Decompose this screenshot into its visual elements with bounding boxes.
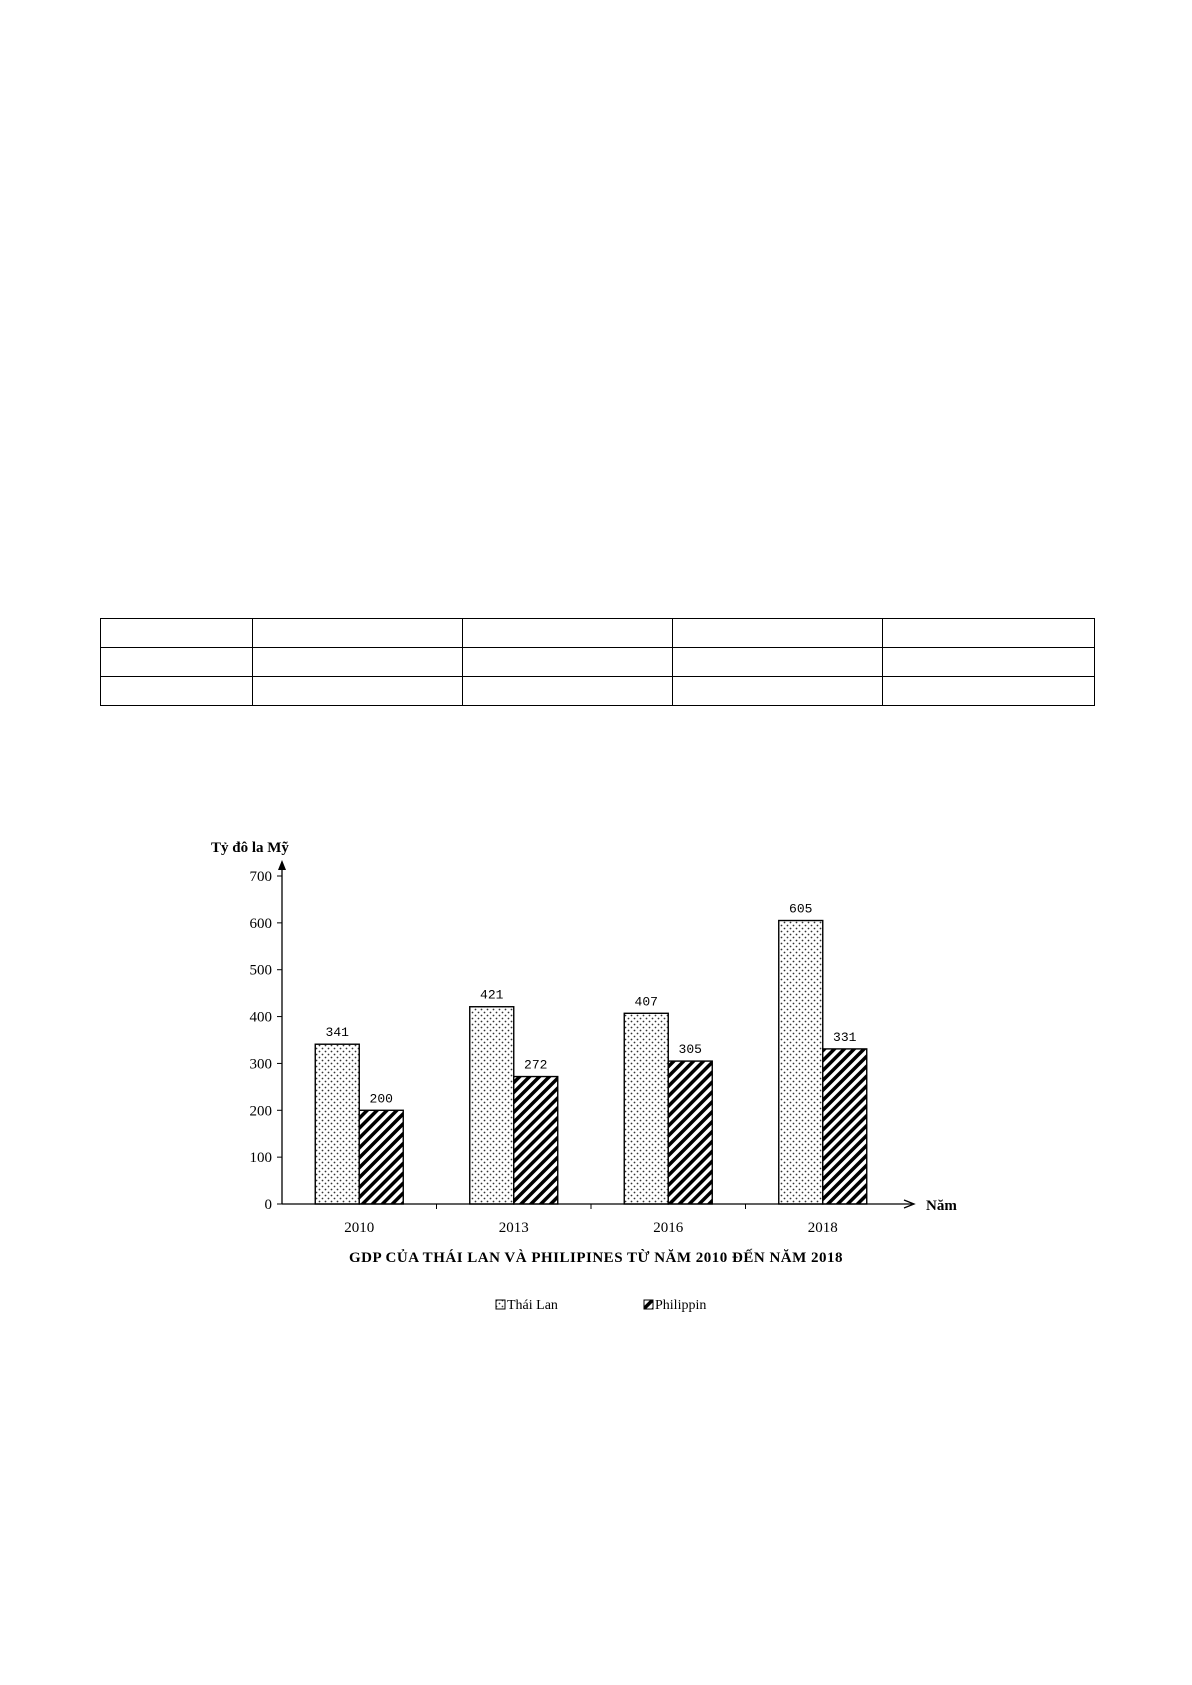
y-tick-label: 100 xyxy=(249,1150,272,1167)
y-tick-label: 700 xyxy=(249,869,272,885)
bar-philippin xyxy=(359,1110,403,1204)
y-axis-label: Tỷ đô la Mỹ xyxy=(211,840,289,856)
y-tick-label: 200 xyxy=(249,1103,272,1120)
y-axis-arrow xyxy=(278,860,286,870)
data-label: 305 xyxy=(678,1042,702,1058)
x-axis-label: Năm xyxy=(926,1198,957,1214)
y-tick-label: 500 xyxy=(249,962,272,979)
data-label: 341 xyxy=(325,1025,349,1041)
data-label: 331 xyxy=(833,1029,857,1045)
bar-philippin xyxy=(668,1061,712,1204)
y-tick-label: 600 xyxy=(249,915,272,932)
legend-label: Philippin xyxy=(655,1298,707,1313)
y-tick-label: 300 xyxy=(249,1056,272,1073)
y-tick-label: 400 xyxy=(249,1009,272,1026)
legend-swatch xyxy=(644,1300,653,1309)
bar-thai-lan xyxy=(470,1007,514,1204)
data-label: 200 xyxy=(369,1091,393,1107)
x-tick-label: 2010 xyxy=(344,1220,375,1236)
data-label: 272 xyxy=(524,1057,548,1073)
data-label: 421 xyxy=(480,987,504,1003)
x-axis-ticks xyxy=(344,1204,838,1236)
chart-title: GDP CỦA THÁI LAN VÀ PHILIPINES TỪ NĂM 2010 ĐẾN NĂM 2018 xyxy=(348,1250,844,1266)
x-tick-label: 2013 xyxy=(498,1220,529,1236)
legend xyxy=(496,1298,706,1313)
bar-group xyxy=(315,902,867,1204)
bar-thai-lan xyxy=(315,1044,359,1204)
y-tick-label: 0 xyxy=(264,1197,272,1213)
x-tick-label: 2018 xyxy=(807,1220,838,1236)
legend-label: Thái Lan xyxy=(507,1298,558,1313)
data-label: 605 xyxy=(789,901,813,917)
y-axis-ticks xyxy=(250,869,283,1213)
data-label: 407 xyxy=(634,994,658,1010)
x-tick-label: 2016 xyxy=(653,1220,684,1236)
bar-philippin xyxy=(514,1077,558,1204)
legend-swatch xyxy=(496,1300,505,1309)
bar-thai-lan xyxy=(624,1013,668,1204)
bar-thai-lan xyxy=(779,921,823,1204)
bar-philippin xyxy=(823,1049,867,1204)
